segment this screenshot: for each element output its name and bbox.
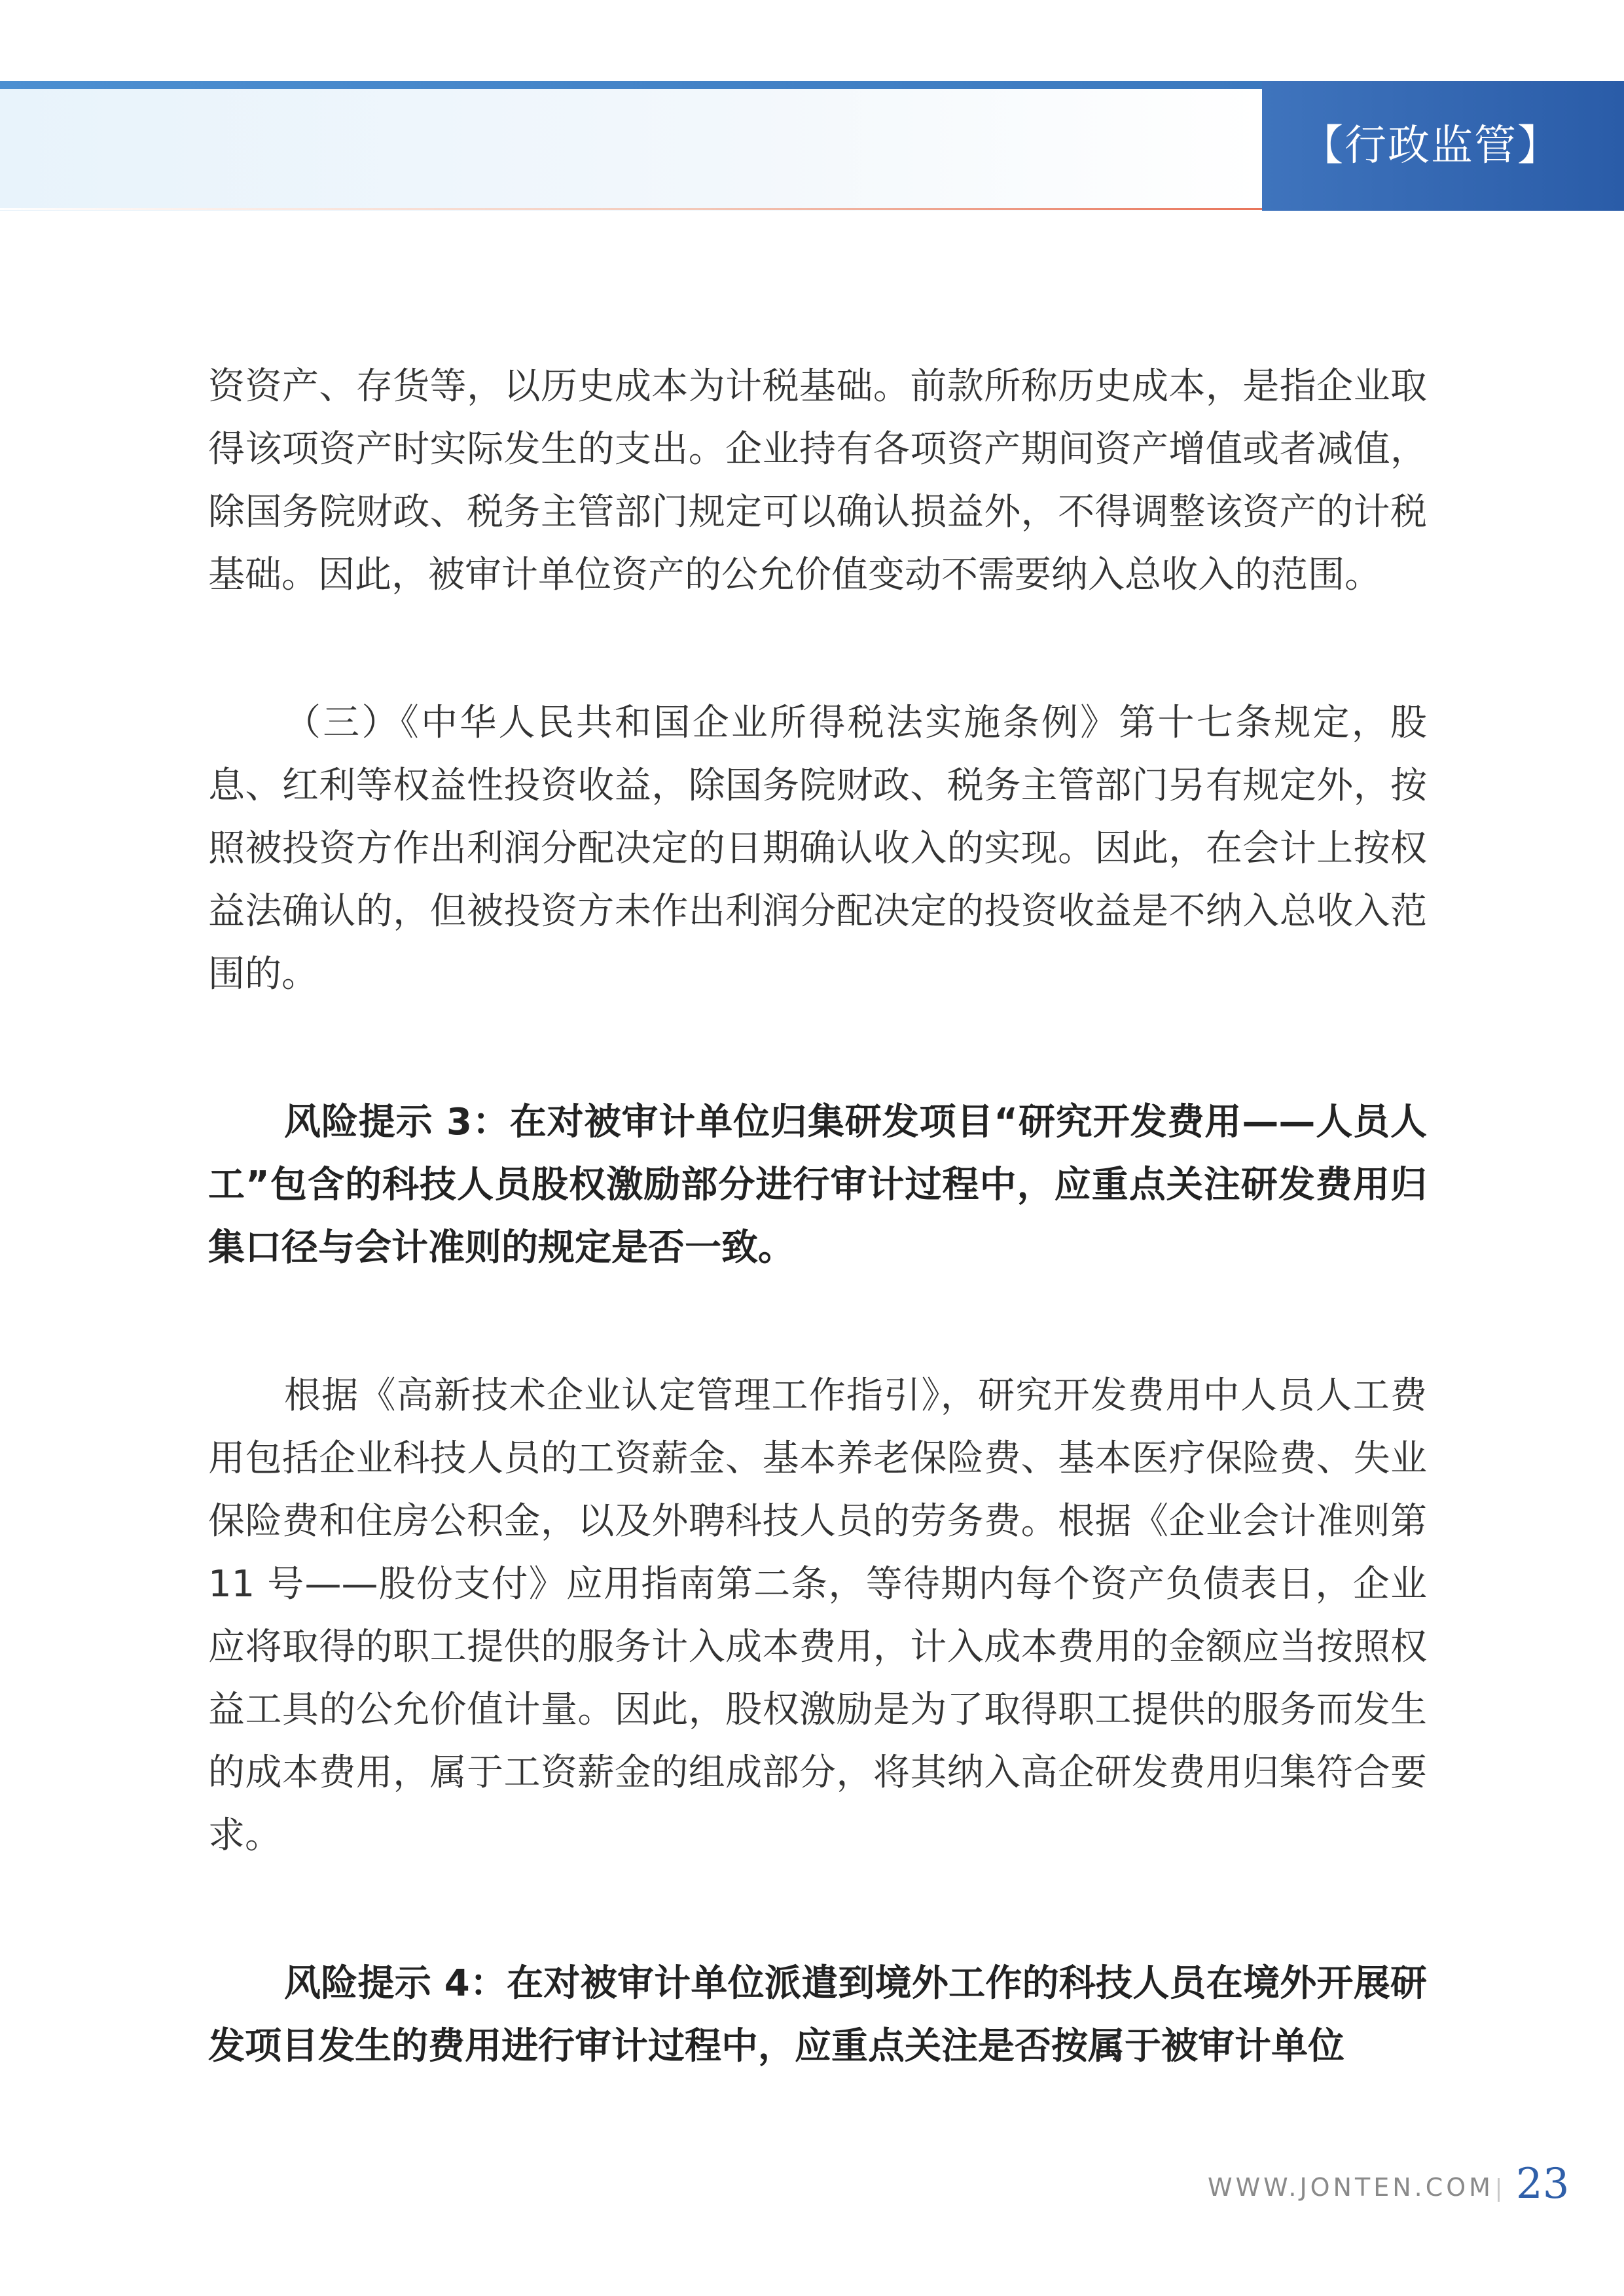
header-band: [0, 81, 1262, 211]
header-bottom-rule: [0, 208, 1262, 210]
risk-tip-4: 风险提示 4：在对被审计单位派遣到境外工作的科技人员在境外开展研发项目发生的费用进行审计过程中，应重点关注是否按属于被审计单位: [208, 1962, 1427, 2068]
page-number: 23: [1516, 2160, 1570, 2208]
paragraph-gap: [208, 1006, 1427, 1091]
paragraph-historical-cost: 资资产、存货等，以历史成本为计税基础。前款所称历史成本，是指企业取得该项资产时实际发生的支出。企业持有各项资产期间资产增值或者减值，除国务院财政、税务主管部门规定可以确认损益外，不得调整该资产的计税基础。因此，被审计单位资产的公允价值变动不需要纳入总收入的范围。: [208, 365, 1427, 596]
paragraph-article-17: （三）《中华人民共和国企业所得税法实施条例》第十七条规定，股息、红利等权益性投资收益，除国务院财政、税务主管部门另有规定外，按照被投资方作出利润分配决定的日期确认收入的实现。因此，在会计上按权益法确认的，但被投资方未作出利润分配决定的投资收益是不纳入总收入范围的。: [208, 702, 1427, 996]
paragraph-gap: [208, 607, 1427, 692]
footer-website-url: WWW.JONTEN.COM: [1208, 2173, 1494, 2202]
section-tab: 【行政监管】: [1262, 81, 1624, 211]
paragraph-gap: [208, 1867, 1427, 1952]
risk-tip-3: 风险提示 3：在对被审计单位归集研发项目“研究开发费用——人员人工”包含的科技人员股权激励部分进行审计过程中，应重点关注研发费用归集口径与会计准则的规定是否一致。: [208, 1101, 1427, 1269]
header-top-rule: [0, 81, 1262, 89]
footer-divider: [1498, 2178, 1500, 2202]
document-body: [208, 355, 1427, 2078]
paragraph-gap: [208, 1280, 1427, 1365]
paragraph-labor-cost: 根据《高新技术企业认定管理工作指引》，研究开发费用中人员人工费用包括企业科技人员的工资薪金、基本养老保险费、基本医疗保险费、失业保险费和住房公积金，以及外聘科技人员的劳务费。根据《企业会计准则第 11 号——股份支付》应用指南第二条，等待期内每个资产负债表日，企业应将取得的职工提供的服务计入成本费用，计入成本费用的金额应当按照权益工具的公允价值计量。因此，股权激励是为了取得职工提供的服务而发生的成本费用，属于工资薪金的组成部分，将其纳入高企研发费用归集符合要求。: [208, 1374, 1427, 1857]
